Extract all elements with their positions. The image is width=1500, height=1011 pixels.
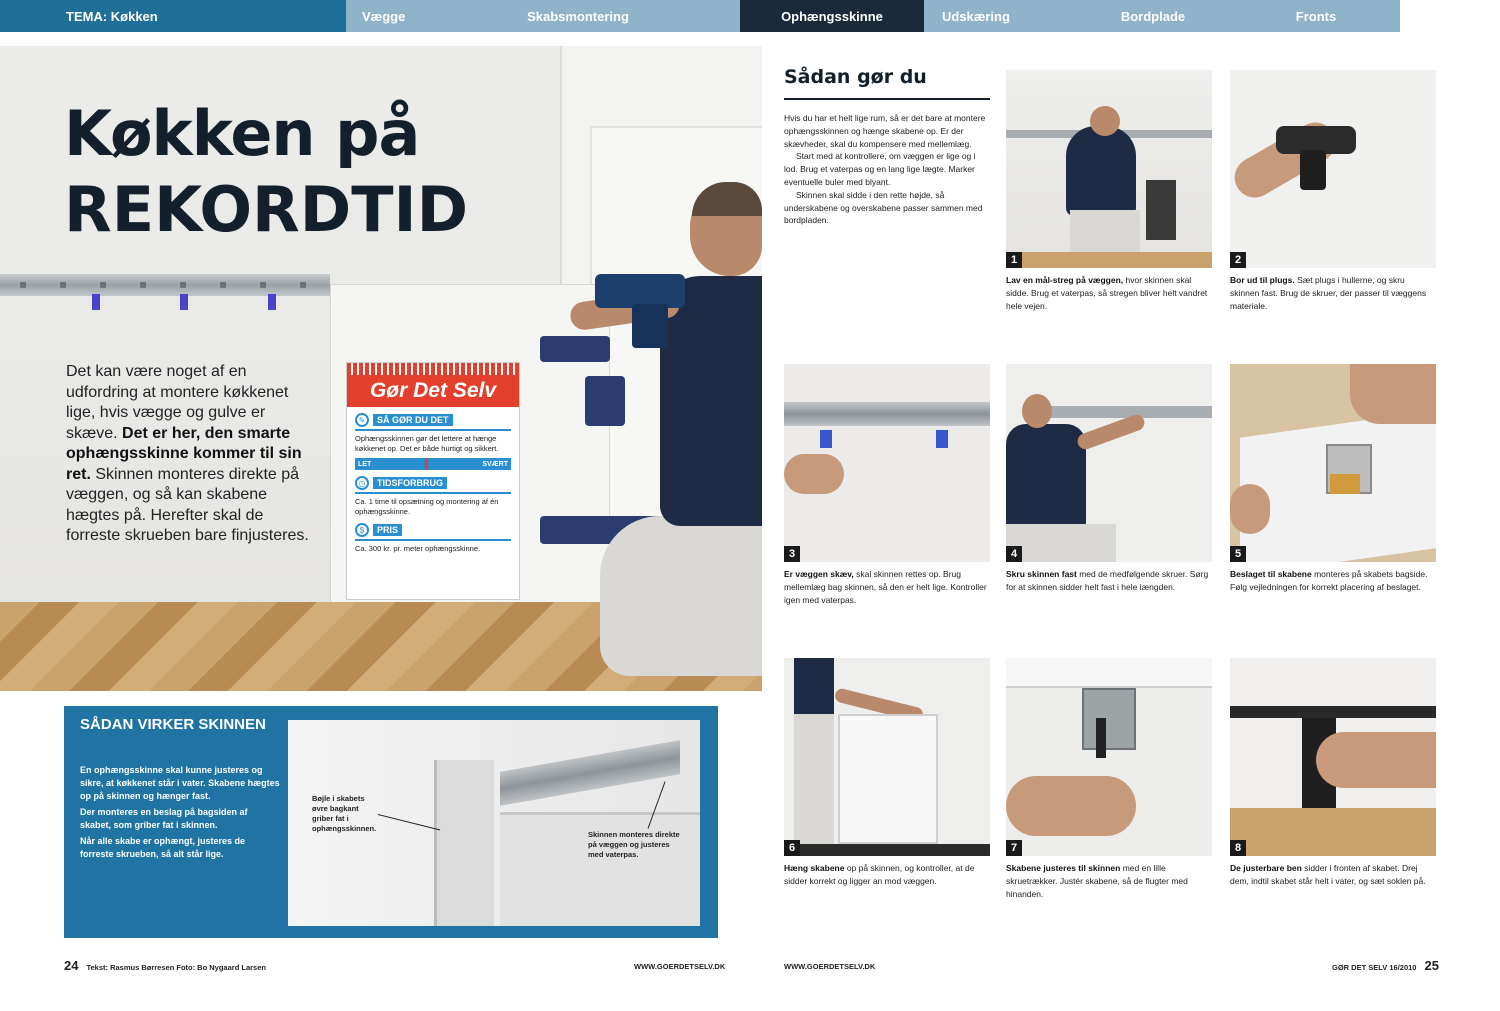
drill-handle xyxy=(632,304,668,348)
coins-icon: $ xyxy=(355,523,369,537)
step-3 xyxy=(784,364,990,606)
gds-row-title: SÅ GØR DU DET xyxy=(373,414,453,426)
footer-credit: Tekst: Rasmus Børresen Foto: Bo Nygaard Larsen xyxy=(86,963,266,972)
step-caption xyxy=(784,862,990,888)
nav-item-bordplade: Bordplade xyxy=(1074,0,1232,32)
person-legs xyxy=(600,516,762,676)
step-caption-bold: Bor ud til plugs. xyxy=(1230,275,1295,285)
bluebox-para: Der monteres en beslag på bagsiden af skabet, som griber fat i skinnen. xyxy=(80,807,248,830)
footer-right xyxy=(1332,958,1439,973)
howto-para: Skinnen skal sidde i den rette højde, så underskabene og overskabene passer sammen med bordpladen. xyxy=(784,189,983,226)
tape-marker xyxy=(92,294,100,310)
nav-item-skabsmontering: Skabsmontering xyxy=(416,0,740,32)
label-bracket: Bøjle i skabets øvre bagkant griber fat i ophængsskinnen. xyxy=(312,794,377,833)
hanging-rail xyxy=(0,274,330,296)
step-caption-text: monteres på skabets bagside. Følg vejledningen for korrekt placering af beslaget. xyxy=(1230,569,1428,592)
gds-row-title: PRIS xyxy=(373,524,402,536)
step-number: 5 xyxy=(1230,546,1246,562)
divider xyxy=(784,98,990,100)
step-caption-bold: Skabene justeres til skinnen xyxy=(1006,863,1121,873)
step-photo xyxy=(784,364,990,562)
gds-row-price xyxy=(355,523,511,554)
difficulty-hard: SVÆRT xyxy=(482,460,508,468)
step-number: 2 xyxy=(1230,252,1246,268)
step-photo xyxy=(1230,364,1436,562)
clamp xyxy=(540,336,610,362)
howto-text xyxy=(784,112,990,227)
gds-row-text: Ophængsskinnen gør det lettere at hænge køkkenet op. Det er både hurtigt og sikkert. xyxy=(355,434,499,453)
bluebox-para: Når alle skabe er ophængt, justeres de forreste skrueben, så alt står lige. xyxy=(80,836,246,859)
tools-icon: ✎ xyxy=(355,413,369,427)
nav-item-ophaengsskinne: Ophængsskinne xyxy=(740,0,924,32)
step-photo xyxy=(1230,658,1436,856)
step-7 xyxy=(1006,658,1212,900)
tape-marker xyxy=(268,294,276,310)
step-number: 1 xyxy=(1006,252,1022,268)
step-caption-text: hvor skinnen skal sidde. Brug et vaterpas, så stregen bliver helt vandret hele vejen. xyxy=(1006,275,1208,311)
cabinet-side xyxy=(434,760,494,926)
nav-theme: TEMA: Køkken xyxy=(0,0,346,32)
nav-item-udskaering: Udskæring xyxy=(924,0,1074,32)
step-caption xyxy=(1230,568,1436,594)
howto-para: Hvis du har et helt lige rum, så er det bare at montere ophængsskinnen og hænge skabene op. Er der skævheder, skal du kompensere med mellemlæg. xyxy=(784,113,986,149)
clamp xyxy=(585,376,625,426)
gds-row-time xyxy=(355,476,511,517)
step-number: 4 xyxy=(1006,546,1022,562)
nav-item-vaegge: Vægge xyxy=(346,0,416,32)
bluebox-title: SÅDAN VIRKER SKINNEN xyxy=(80,716,266,733)
step-photo xyxy=(1006,658,1212,856)
page-number-left: 24 xyxy=(64,958,79,973)
step-caption-text: sidder i fronten af skabet. Drej dem, indtil skabet står helt i vater, og sæt soklen på. xyxy=(1230,863,1426,886)
step-2 xyxy=(1230,70,1436,312)
step-photo xyxy=(784,658,990,856)
gds-row-text: Ca. 1 time til opsætning og montering af én ophængsskinne. xyxy=(355,497,499,516)
lede-paragraph xyxy=(66,362,310,547)
footer-issue: GØR DET SELV 16/2010 xyxy=(1332,963,1417,972)
step-number: 8 xyxy=(1230,840,1246,856)
step-caption-bold: Beslaget til skabene xyxy=(1230,569,1312,579)
headline-line2: REKORDTID xyxy=(64,173,469,246)
step-caption-text: med en lille skruetrækker. Justér skabene, så de flugter med hinanden. xyxy=(1006,863,1188,899)
step-number: 6 xyxy=(784,840,800,856)
gds-row-title: TIDSFORBRUG xyxy=(373,477,447,489)
difficulty-marker xyxy=(425,458,428,470)
step-caption xyxy=(1006,568,1212,594)
gds-stripe xyxy=(347,363,519,375)
step-caption-text: skal skinnen rettes op. Brug mellemlæg bag skinnen, så den er helt lige. Kontroller igen med vaterpas. xyxy=(784,569,987,605)
label-rail: Skinnen monteres direkte på væggen og justeres med vaterpas. xyxy=(588,830,680,859)
tape-marker xyxy=(180,294,188,310)
step-1 xyxy=(1006,70,1212,312)
step-caption xyxy=(1230,274,1436,312)
step-number: 3 xyxy=(784,546,800,562)
lede-bold: Det er her, den smarte ophængsskinne kommer til sin ret. xyxy=(66,424,302,483)
footer-url-right: WWW.GOERDETSELV.DK xyxy=(784,962,876,971)
step-6 xyxy=(784,658,990,888)
step-5 xyxy=(1230,364,1436,594)
gds-row-how xyxy=(355,413,511,454)
step-caption-bold: Hæng skabene xyxy=(784,863,845,873)
gds-row-text: Ca. 300 kr. pr. meter ophængsskinne. xyxy=(355,544,481,553)
step-caption-bold: Lav en mål-streg på væggen, xyxy=(1006,275,1124,285)
rail-detail-photo xyxy=(288,720,700,926)
difficulty-easy: LET xyxy=(358,460,372,468)
clock-icon: ◷ xyxy=(355,476,369,490)
page-number-right: 25 xyxy=(1424,958,1439,973)
difficulty-bar xyxy=(355,458,511,470)
gds-info-box xyxy=(346,362,520,600)
step-caption-text: med de medfølgende skruer. Sørg for at skinnen sidder helt fast i hele længden. xyxy=(1006,569,1209,592)
step-photo xyxy=(1006,364,1212,562)
step-photo xyxy=(1230,70,1436,268)
howto-para: Start med at kontrollere, om væggen er lige og i lod. Brug et vaterpas og en lang lige lægte. Marker eventuelle buler med blyant. xyxy=(784,151,976,187)
lede-text-2: Skinnen monteres direkte på væggen, og så kan skabene hægtes på. Herefter skal de forreste skrueben bare finjusteres. xyxy=(66,465,309,544)
step-caption xyxy=(1006,274,1212,312)
bluebox-text xyxy=(80,764,280,864)
step-caption xyxy=(1006,862,1212,900)
step-caption-bold: Er væggen skæv, xyxy=(784,569,854,579)
step-caption-bold: Skru skinnen fast xyxy=(1006,569,1077,579)
how-rail-works-box xyxy=(64,706,718,938)
lede-text-1: Det kan være noget af en udfordring at montere køkkenet lige, hvis vægge og gulve er skæve. xyxy=(66,363,289,442)
headline xyxy=(64,96,468,248)
footer-url-left: WWW.GOERDETSELV.DK xyxy=(634,962,726,971)
step-caption xyxy=(1230,862,1436,888)
howto-title: Sådan gør du xyxy=(784,66,927,88)
step-photo xyxy=(1006,70,1212,268)
section-nav xyxy=(0,0,1500,32)
step-caption-text: op på skinnen, og kontroller, at de sidder korrekt og ligger an mod væggen. xyxy=(784,863,975,886)
headline-line1: Køkken på xyxy=(64,97,420,170)
nav-item-fronts: Fronts xyxy=(1232,0,1400,32)
step-caption-bold: De justerbare ben xyxy=(1230,863,1302,873)
bluebox-para: En ophængsskinne skal kunne justeres og sikre, at køkkenet står i vater. Skabene hægtes op på skinnen og hænger fast. xyxy=(80,765,280,801)
gds-logo: Gør Det Selv xyxy=(347,375,519,407)
footer-left xyxy=(64,958,266,973)
step-number: 7 xyxy=(1006,840,1022,856)
step-caption-text: Sæt plugs i hullerne, og skru skinnen fast. Brug de skruer, der passer til væggens materiale. xyxy=(1230,275,1427,311)
step-caption xyxy=(784,568,990,606)
step-4 xyxy=(1006,364,1212,594)
drill xyxy=(595,274,685,308)
step-8 xyxy=(1230,658,1436,888)
